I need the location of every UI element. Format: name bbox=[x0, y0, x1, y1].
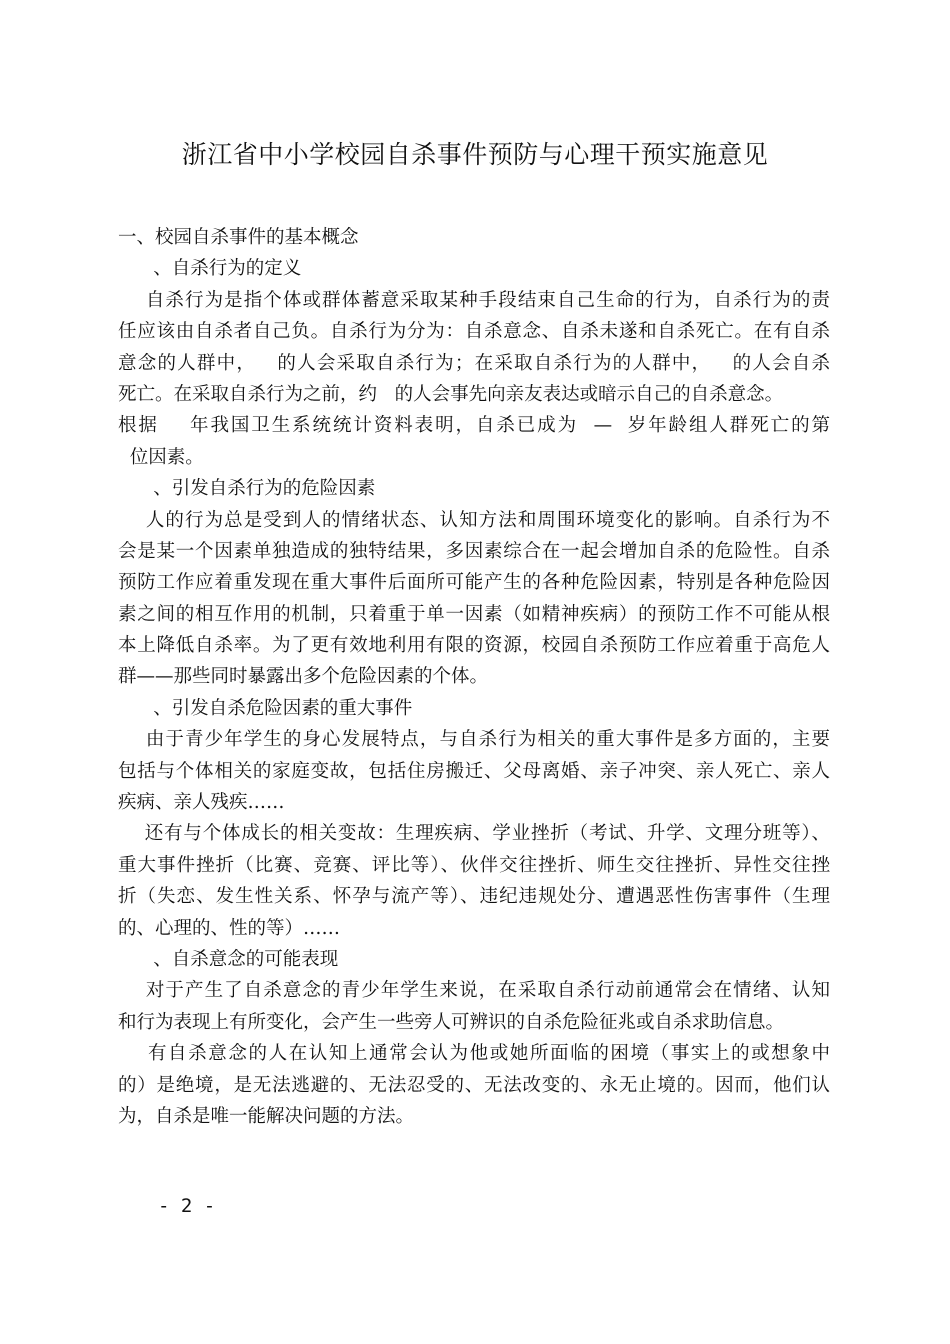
section-heading: 一、校园自杀事件的基本概念 bbox=[118, 227, 359, 248]
paragraph-line: 对于产生了自杀意念的青少年学生来说，在采取自杀行动前通常会在情绪、认知 bbox=[118, 980, 830, 1002]
paragraph-line: 的、心理的、性的等）…… bbox=[118, 917, 341, 939]
paragraph-line: 群——那些同时暴露出多个危险因素的个体。 bbox=[118, 666, 489, 688]
subsection-heading: 、引发自杀危险因素的重大事件 bbox=[118, 697, 413, 719]
paragraph-line: 死亡。在采取自杀行为之前，约 的人会事先向亲友表达或暗示自己的自杀意念。 bbox=[118, 383, 784, 405]
page-number: - 2 - bbox=[158, 1195, 216, 1217]
paragraph-line: 素之间的相互作用的机制，只着重于单一因素（如精神疾病）的预防工作不可能从根 bbox=[118, 603, 830, 625]
document-title: 浙江省中小学校园自杀事件预防与心理干预实施意见 bbox=[181, 140, 769, 169]
paragraph-line: 根据 年我国卫生系统统计资料表明，自杀已成为 — 岁年龄组人群死亡的第 bbox=[118, 415, 830, 437]
paragraph-line: 意念的人群中， 的人会采取自杀行为；在采取自杀行为的人群中， 的人会自杀 bbox=[118, 352, 830, 374]
paragraph-line: 预防工作应着重发现在重大事件后面所可能产生的各种危险因素，特别是各种危险因 bbox=[118, 572, 830, 594]
paragraph-line: 包括与个体相关的家庭变故，包括住房搬迁、父母离婚、亲子冲突、亲人死亡、亲人 bbox=[118, 760, 830, 782]
paragraph-line: 重大事件挫折（比赛、竞赛、评比等）、伙伴交往挫折、师生交往挫折、异性交往挫 bbox=[118, 854, 830, 876]
paragraph-line: 会是某一个因素单独造成的独特结果，多因素综合在一起会增加自杀的危险性。自杀 bbox=[118, 540, 830, 562]
paragraph-line: 位因素。 bbox=[118, 446, 204, 468]
paragraph-line: 有自杀意念的人在认知上通常会认为他或她所面临的困境（事实上的或想象中 bbox=[118, 1043, 830, 1065]
paragraph-line: 由于青少年学生的身心发展特点，与自杀行为相关的重大事件是多方面的，主要 bbox=[118, 729, 830, 751]
paragraph-line: 自杀行为是指个体或群体蓄意采取某种手段结束自己生命的行为，自杀行为的责 bbox=[118, 289, 830, 311]
subsection-heading: 、引发自杀行为的危险因素 bbox=[118, 478, 376, 500]
paragraph-line: 和行为表现上有所变化，会产生一些旁人可辨识的自杀危险征兆或自杀求助信息。 bbox=[118, 1011, 785, 1033]
subsection-heading: 、自杀意念的可能表现 bbox=[118, 948, 339, 970]
paragraph-line: 的）是绝境，是无法逃避的、无法忍受的、无法改变的、永无止境的。因而，他们认 bbox=[118, 1074, 830, 1096]
paragraph-line: 为，自杀是唯一能解决问题的方法。 bbox=[118, 1105, 415, 1127]
document-body bbox=[118, 222, 830, 1132]
paragraph-line: 还有与个体成长的相关变故：生理疾病、学业挫折（考试、升学、文理分班等）、 bbox=[118, 823, 830, 845]
paragraph-line: 折（失恋、发生性关系、怀孕与流产等）、违纪违规处分、遭遇恶性伤害事件（生理 bbox=[118, 886, 830, 908]
paragraph-line: 疾病、亲人残疾…… bbox=[118, 792, 285, 814]
paragraph-line: 本上降低自杀率。为了更有效地利用有限的资源，校园自杀预防工作应着重于高危人 bbox=[118, 635, 830, 657]
paragraph-line: 人的行为总是受到人的情绪状态、认知方法和周围环境变化的影响。自杀行为不 bbox=[118, 509, 830, 531]
paragraph-line: 任应该由自杀者自己负。自杀行为分为：自杀意念、自杀未遂和自杀死亡。在有自杀 bbox=[118, 321, 830, 343]
subsection-heading: 、自杀行为的定义 bbox=[118, 258, 302, 280]
